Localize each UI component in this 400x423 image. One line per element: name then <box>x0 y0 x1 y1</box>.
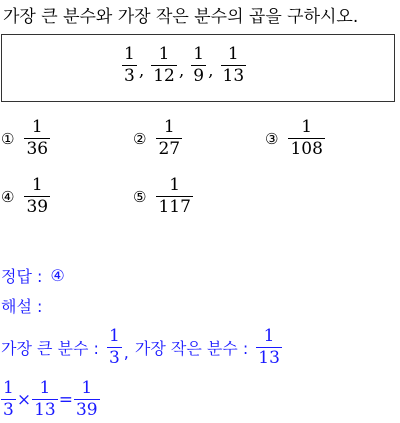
given-fractions-row <box>122 44 246 87</box>
choice-number: ⑤ <box>133 187 147 206</box>
numerator: 1 <box>31 175 43 195</box>
numerator: 1 <box>263 326 275 346</box>
choice-1[interactable] <box>1 117 50 160</box>
product-factor-1 <box>1 378 16 421</box>
choice-number: ① <box>1 129 15 148</box>
choice-fraction <box>156 175 192 218</box>
comma-separator: , <box>208 60 214 81</box>
numerator: 1 <box>301 117 313 137</box>
largest-fraction <box>107 326 122 369</box>
denominator: 27 <box>158 139 181 160</box>
times-sign: × <box>16 389 32 410</box>
denominator: 12 <box>153 66 175 87</box>
choice-fraction <box>156 117 182 160</box>
denominator: 9 <box>193 66 205 87</box>
denominator: 13 <box>222 66 245 87</box>
numerator: 1 <box>158 44 170 64</box>
denominator: 117 <box>158 197 191 218</box>
answer-label: 정답 : <box>1 267 43 286</box>
product-result <box>74 378 100 421</box>
equals-sign: = <box>58 389 73 410</box>
comma-separator: , <box>178 60 185 81</box>
choice-fraction <box>24 117 50 160</box>
denominator: 3 <box>124 66 135 87</box>
explanation-line-1 <box>1 326 282 369</box>
numerator: 1 <box>81 378 93 398</box>
largest-fraction-label: 가장 큰 분수 : <box>1 339 99 359</box>
given-fractions-box <box>1 34 395 102</box>
smallest-fraction-label: 가장 작은 분수 : <box>134 339 249 359</box>
denominator: 13 <box>258 348 280 369</box>
numerator: 1 <box>227 44 239 64</box>
choice-3[interactable] <box>265 117 325 160</box>
choice-number: ④ <box>1 187 15 206</box>
denominator: 13 <box>34 400 56 421</box>
given-fraction-2 <box>151 44 177 87</box>
comma-separator: , <box>123 343 129 363</box>
denominator: 3 <box>108 348 120 369</box>
given-fraction-3 <box>191 44 206 87</box>
numerator: 1 <box>3 378 14 398</box>
choice-number: ③ <box>265 129 279 148</box>
answer-line <box>1 264 65 287</box>
denominator: 39 <box>26 197 49 218</box>
choice-fraction <box>24 175 50 218</box>
choice-4[interactable] <box>1 175 50 218</box>
choice-2[interactable] <box>133 117 182 160</box>
choice-number: ② <box>133 129 147 148</box>
numerator: 1 <box>108 326 120 346</box>
numerator: 1 <box>169 175 181 195</box>
answer-value: ④ <box>50 266 65 285</box>
numerator: 1 <box>193 44 205 64</box>
denominator: 39 <box>75 400 98 421</box>
given-fraction-1 <box>122 44 137 87</box>
choice-fraction <box>288 117 324 160</box>
numerator: 1 <box>124 44 135 64</box>
explanation-label: 해설 : <box>1 297 43 316</box>
numerator: 1 <box>163 117 175 137</box>
given-fraction-4 <box>221 44 247 87</box>
numerator: 1 <box>31 117 43 137</box>
question-text: 가장 큰 분수와 가장 작은 분수의 곱을 구하시오. <box>3 7 359 27</box>
explanation-heading <box>1 294 42 317</box>
denominator: 36 <box>26 139 49 160</box>
explanation-line-2 <box>1 378 100 421</box>
denominator: 108 <box>290 139 323 160</box>
choice-5[interactable] <box>133 175 193 218</box>
product-factor-2 <box>32 378 58 421</box>
numerator: 1 <box>39 378 51 398</box>
comma-separator: , <box>138 60 145 81</box>
smallest-fraction <box>256 326 282 369</box>
denominator: 3 <box>3 400 14 421</box>
